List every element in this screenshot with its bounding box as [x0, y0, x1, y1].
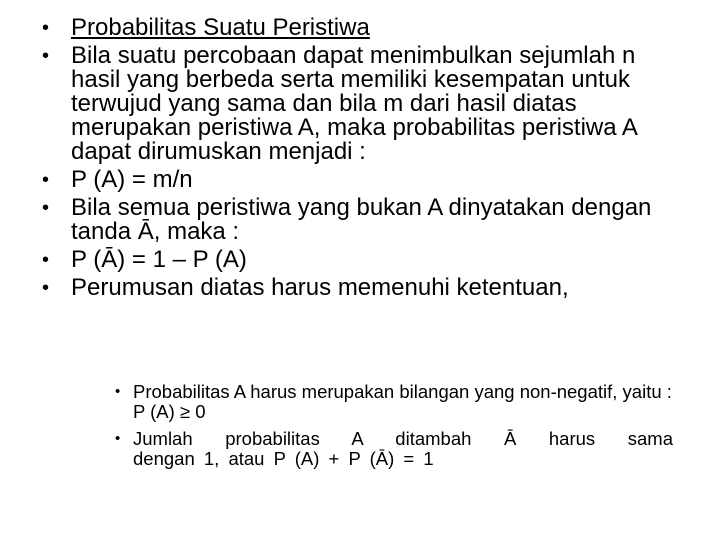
main-bullet-list [40, 16, 680, 304]
complement-formula-text: P (Ā) = 1 – P (A) [71, 246, 247, 273]
bullet-icon: • [42, 277, 50, 299]
sub-bullet-nonnegative [115, 382, 673, 422]
bullet-icon: • [42, 17, 50, 39]
sub-bullet-sum [115, 429, 673, 469]
bullet-icon: • [42, 45, 50, 67]
bullet-item-formula [40, 168, 680, 192]
sub-bullet-list [115, 382, 673, 476]
bullet-item-complement-formula [40, 248, 680, 272]
sum-text-line2: dengan 1, atau P (A) + P (Ā) = 1 [133, 448, 434, 469]
complement-text: Bila semua peristiwa yang bukan A dinyatakan dengan tanda Ā, maka : [71, 194, 652, 245]
bullet-icon: • [42, 197, 50, 219]
bullet-icon: • [42, 169, 50, 191]
bullet-item-title [40, 16, 680, 40]
bullet-icon: • [42, 249, 50, 271]
bullet-item-complement [40, 196, 680, 244]
bullet-item-conditions [40, 276, 680, 300]
definition-text: Bila suatu percobaan dapat menimbulkan sejumlah n hasil yang berbeda serta memiliki kesempatan untuk terwujud yang sama dan bila m dari hasil diatas merupakan peristiwa A, maka probabilitas peristiwa A dapat dirumuskan menjadi : [71, 42, 637, 165]
conditions-text: Perumusan diatas harus memenuhi ketentuan, [71, 274, 569, 301]
slide-title: Probabilitas Suatu Peristiwa [71, 14, 370, 41]
sub-bullet-icon: • [115, 430, 121, 447]
bullet-item-definition [40, 44, 680, 164]
formula-text: P (A) = m/n [71, 166, 193, 193]
sub-bullet-icon: • [115, 383, 121, 400]
nonnegative-text: Probabilitas A harus merupakan bilangan yang non-negatif, yaitu : P (A) ≥ 0 [133, 381, 672, 422]
sum-text-line1: Jumlah probabilitas A ditambah Ā harus sama [133, 428, 673, 449]
